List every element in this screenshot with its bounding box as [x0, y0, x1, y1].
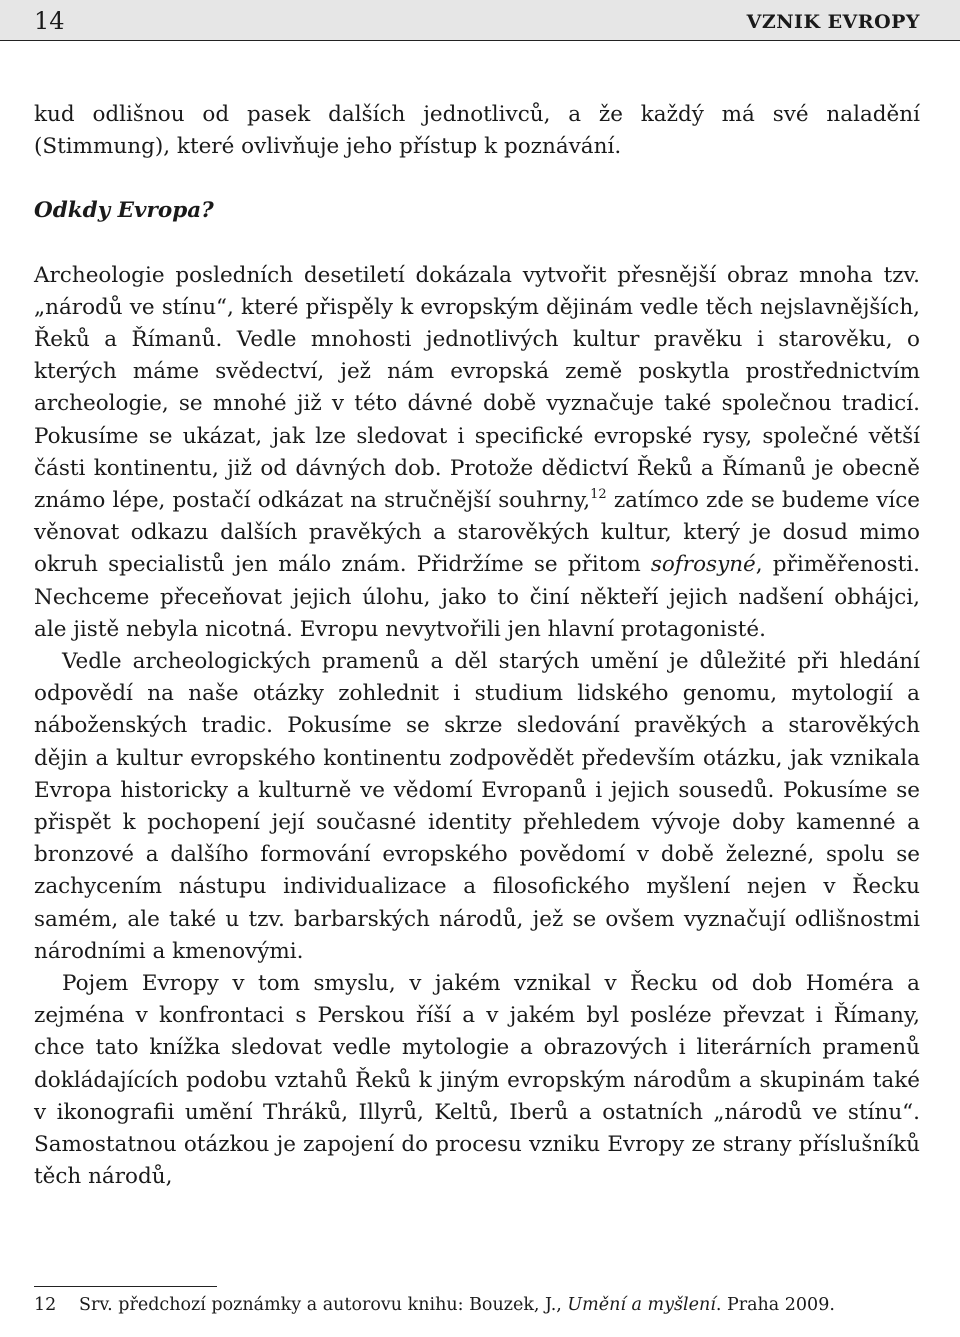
paragraph-1-part-b: zatímco zde se budeme více věnovat odkazu dalších pravěkých a starověkých kultur, který je dosud mimo okruh specialistů jen málo znám. Přidržíme se přitom: [34, 488, 920, 578]
paragraph-1: [34, 260, 920, 646]
paragraph-1-part-a: Archeologie posledních desetiletí dokázala vytvořit přesnější obraz mnoha tzv. „národů ve stínu“, které přispěly k evropským dějinám vedle těch nejslavnějších, Řeků a Římanů. Vedle mnohosti jednotlivých kultur pravěku i starověku, o kterých máme svědectví, jež nám evropská země poskytla prostřednictvím archeologie, se mnohé již v této dávné době vyznačuje také společnou tradicí. Pokusíme se ukázat, jak lze sledovat i specifické evropské rysy, společné větší části kontinentu, již od dávných dob. Protože dědictví Řeků a Římanů je obecně známo lépe, postačí odkázat na stručnější souhrny,: [34, 262, 920, 514]
footnote-reference: 12: [590, 487, 607, 503]
body-text: [34, 99, 920, 1194]
running-title: VZNIK EVROPY: [746, 11, 920, 33]
footnote-book-title: Umění a myšlení: [567, 1295, 716, 1315]
paragraph-3: Pojem Evropy v tom smyslu, v jakém vznikal v Řecku od dob Homéra a zejména v konfrontaci s Perskou říší a v jakém byl posléze převzat i Římany, chce tato knížka sledovat vedle mytologie a obrazových i literárních pramenů dokládajících podobu vztahů Řeků k jiným evropským národům a skupinám také v ikonografii umění Thráků, Illyrů, Keltů, Iberů a ostatních „národů ve stínu“. Samostatnou otázkou je zapojení do procesu vzniku Evropy ze strany příslušníků těch národů,: [34, 971, 920, 1190]
paragraph-2: Vedle archeologických pramenů a děl starých umění je důležité při hledání odpovědí na naše otázky zohlednit i studium lidského genomu, mytologií a náboženských tradic. Pokusíme se skrze sledování pravěkých a starověkých dějin a kultur evropského kontinentu zodpovědět především otázku, jak vznikala Evropa historicky a kulturně ve vědomí Evropanů i jejich sousedů. Pokusíme se přispět k pochopení její současné identity přehledem vývoje doby kamenné a bronzové a dalšího formování evropského povědomí v době železné, spolu se zachycením nástupu individualizace a filosofického myšlení nejen v Řecku samém, ale také u tzv. barbarských národů, jež se ovšem vyznačují odlišnostmi národními a kmenovými.: [34, 649, 920, 964]
section-heading: Odkdy Evropa?: [34, 198, 214, 224]
paragraph-1-part-c: , přiměřenosti. Nechceme přeceňovat jejich úlohu, jako to činí někteří jejich nadšení obhájci, ale jistě nebyla nicotná. Evropu nevytvořili jen hlavní protagonisté.: [34, 552, 920, 642]
intro-paragraph: kud odlišnou od pasek dalších jednotlivců, a že každý má své naladění (Stimmung), které ovlivňuje jeho přístup k poznávání.: [34, 102, 920, 160]
italic-term: sofrosyné: [650, 552, 756, 578]
footnote-text-after: . Praha 2009.: [715, 1295, 835, 1315]
footnote: [34, 1294, 920, 1317]
page-number: 14: [34, 7, 65, 35]
footnote-text: [79, 1294, 920, 1317]
footnote-divider: [34, 1286, 217, 1287]
footnote-number: 12: [34, 1295, 57, 1315]
footnote-text-before: Srv. předchozí poznámky a autorovu knihu: Bouzek, J.,: [79, 1295, 568, 1315]
running-header: [0, 0, 960, 41]
